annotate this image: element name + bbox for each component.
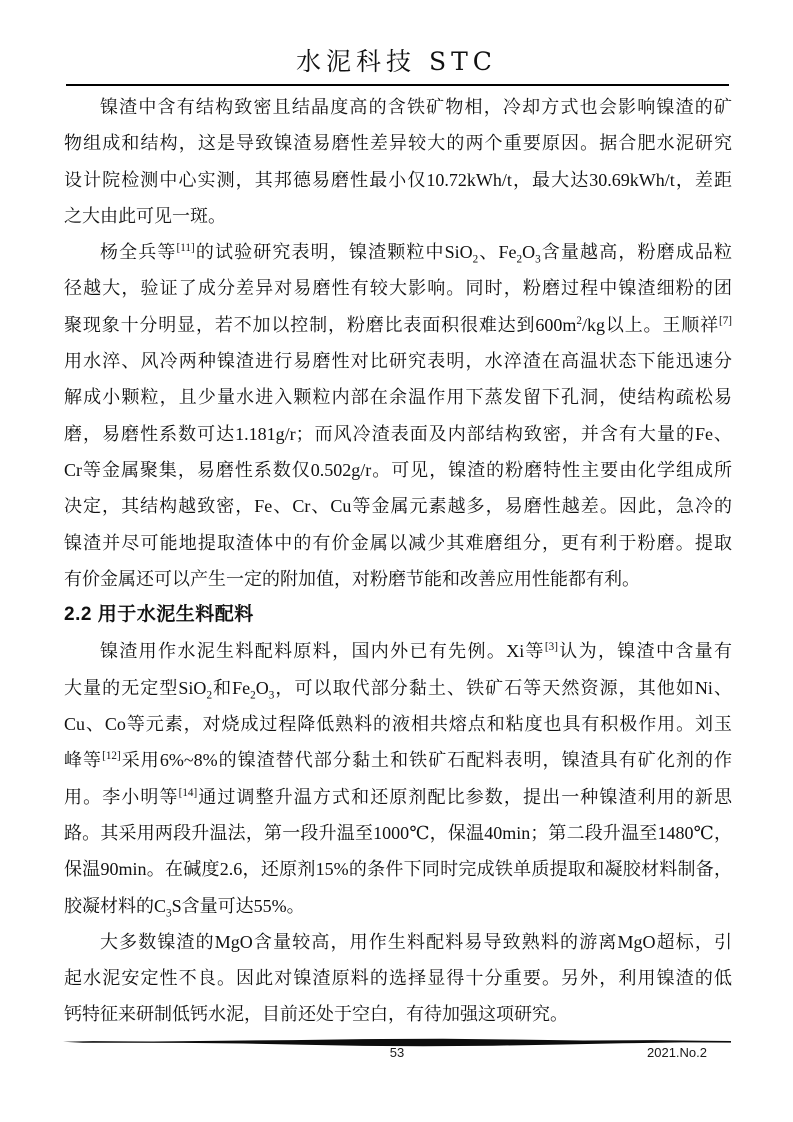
text-line: 杨全兵等[11]的试验研究表明，镍渣颗粒中SiO$_2$、$Fe_2O_3$含量越高，粉磨成品粒 <box>100 242 732 266</box>
text-line: 解成小颗粒，且少量水进入颗粒内部在余温作用下蒸发留下孔洞，使结构疏松易 <box>64 387 732 408</box>
text-line: 起水泥安定性不良。因此对镍渣原料的选择显得十分重要。另外，利用镍渣的低 <box>64 968 732 989</box>
header-rule <box>66 84 729 86</box>
text-line: 磨，易磨性系数可达1.181g/r；而风冷渣表面及内部结构致密，并含有大量的Fe、 <box>64 423 732 444</box>
page-number: 53 <box>389 1045 405 1060</box>
issue-label: 2021.No.2 <box>647 1045 707 1060</box>
text-line: Cr等金属聚集，易磨性系数仅0.502g/r。可见，镍渣的粉磨特性主要由化学组成所 <box>64 459 732 480</box>
text-line: 决定，其结构越致密，Fe、Cr、Cu等金属元素越多，易磨性越差。因此，急冷的 <box>64 496 732 517</box>
text-line: 有价金属还可以产生一定的附加值，对粉磨节能和改善应用性能都有利。 <box>64 568 640 589</box>
text-line: 设计院检测中心实测，其邦德易磨性最小仅10.72kWh/t，最大达30.69kWh/t，差距 <box>64 169 732 190</box>
text-line: 峰等[12]采用6%~8%的镍渣替代部分黏土和铁矿石配料表明，镍渣具有矿化剂的作 <box>64 750 732 771</box>
text-line: 之大由此可见一斑。 <box>64 205 226 226</box>
text-line: 用。李小明等[14]通过调整升温方式和还原剂配比参数，提出一种镍渣利用的新思 <box>64 786 732 807</box>
text-line: 镍渣并尽可能地提取渣体中的有价金属以减少其难磨组分，更有利于粉磨。提取 <box>64 532 732 553</box>
text-line: 胶凝材料的$C_3S$含量可达55%。 <box>64 895 305 920</box>
text-line: 用水淬、风冷两种镍渣进行易磨性对比研究表明，水淬渣在高温状态下能迅速分 <box>64 351 732 372</box>
text-line: Cu、Co等元素，对烧成过程降低熟料的液相共熔点和粘度也具有积极作用。刘玉 <box>64 714 732 735</box>
text-line: 钙特征来研制低钙水泥，目前还处于空白，有待加强这项研究。 <box>64 1004 568 1025</box>
page-body <box>64 89 732 1033</box>
text-line: 路。其采用两段升温法，第一段升温至1000℃，保温40min；第二段升温至1480℃， <box>64 822 732 843</box>
section-heading: 2.2 用于水泥生料配料 <box>64 604 254 626</box>
footer-rule <box>63 1035 731 1045</box>
page-footer <box>63 1045 731 1065</box>
text-line: 大多数镍渣的MgO含量较高，用作生料配料易导致熟料的游离MgO超标，引 <box>100 931 732 952</box>
text-line: 大量的无定型SiO$_2$和$Fe_2O_3$，可以取代部分黏土、铁矿石等天然资源，其他如Ni、 <box>64 677 732 702</box>
text-line: 聚现象十分明显，若不加以控制，粉磨比表面积很难达到$600m^2/kg$以上。王顺祥[7] <box>64 314 732 335</box>
text-line: 镍渣中含有结构致密且结晶度高的含铁矿物相，冷却方式也会影响镍渣的矿 <box>100 97 732 117</box>
text-line: 保温90min。在碱度2.6，还原剂15%的条件下同时完成铁单质提取和凝胶材料制备， <box>64 859 732 880</box>
text-line: 物组成和结构，这是导致镍渣易磨性差异较大的两个重要原因。据合肥水泥研究 <box>64 133 732 154</box>
text-line: 径越大，验证了成分差异对易磨性有较大影响。同时，粉磨过程中镍渣细粉的团 <box>64 278 732 299</box>
journal-title: 水泥科技 STC <box>296 47 497 76</box>
text-line: 镍渣用作水泥生料配料原料，国内外已有先例。Xi等[3]认为，镍渣中含量有 <box>100 641 732 662</box>
